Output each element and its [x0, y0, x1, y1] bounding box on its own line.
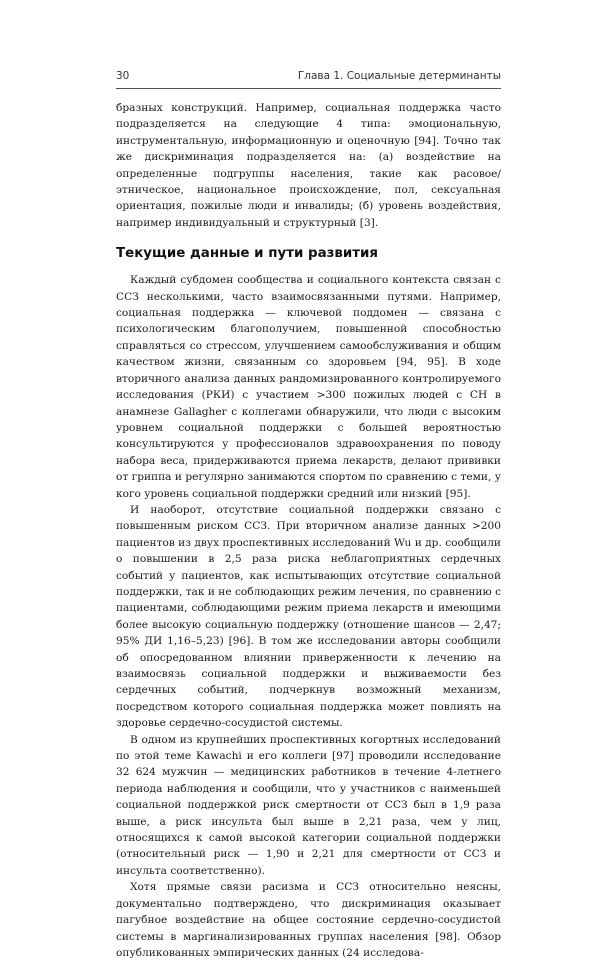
paragraph-4: Хотя прямые связи расизма и ССЗ относительно неясны, документально подтверждено, что дискриминация оказывает пагубное воздействие на общее состояние сердечно-сосудистой системы в маргинализированных группах населения [98]. Обзор опубликованных эмпирических данных (24 исследова- — [116, 881, 501, 959]
paragraph-1: Каждый субдомен сообщества и социального контекста связан с ССЗ несколькими, часто взаимосвязанными путями. Например, социальная поддержка — ключевой поддомен — связана с психологическим благополучием, повышенной способностью справляться со стрессом, улучшением самообслуживания и общим качеством жизни, связанным со здоровьем [94, 95]. В ходе вторичного анализа данных рандомизированного контролируемого исследования (РКИ) с участием >300 пожилых людей с СН в анамнезе Gallagher с коллегами обнаружили, что люди с высоким уровнем социальной поддержки с большей вероятностью консультируются у профессионалов здравоохранения по поводу набора веса, придерживаются приема лекарств, делают прививки от гриппа и регулярно занимаются спортом по сравнению с теми, у кого уровень социальной поддержки средний или низкий [95]. — [116, 274, 501, 500]
section-heading: Текущие данные и пути развития — [116, 246, 379, 262]
chapter-title: Глава 1. Социальные детерминанты — [297, 70, 501, 82]
paragraph-2: И наоборот, отсутствие социальной поддержки связано с повышенным риском ССЗ. При вторичном анализе данных >200 пациентов из двух проспективных исследований Wu и др. сообщили о повышении в 2,5 раза риска неблагоприятных сердечных событий у пациентов, как испытывающих отсутствие социальной поддержки, так и не соблюдающих режим лечения, по сравнению с пациентами, соблюдающими режим приема лекарств и имеющими более высокую социальную поддержку (отношение шансов — 2,47; 95% ДИ 1,16–5,23) [96]. В том же исследовании авторы сообщили об опосредованном влиянии приверженности к лечению на взаимосвязь социальной поддержки и выживаемости без сердечных событий, подчеркнув возможный механизм, посредством которого социальная поддержка может повлиять на здоровье сердечно-сосудистой системы. — [116, 503, 501, 730]
page-body — [116, 100, 501, 961]
running-header — [116, 68, 501, 86]
header-rule — [116, 88, 501, 89]
paragraph-intro-continued: бразных конструкций. Например, социальная поддержка часто подразделяется на следующие 4 типа: эмоциональную, инструментальную, информационную и оценочную [94]. Точно так же дискриминация подразделяется на: (а) воздействие на определенные подгруппы населения, такие как расовое/этническое, национальное происхождение, пол, сексуальная ориентация, пожилые люди и инвалиды; (б) уровень воздействия, например индивидуальный и структурный [3]. — [116, 102, 501, 229]
paragraph-3: В одном из крупнейших проспективных когортных исследований по этой теме Kawachi и его коллеги [97] проводили исследование 32 624 мужчин — медицинских работников в течение 4-летнего периода наблюдения и сообщили, что у участников с наименьшей социальной поддержкой риск смертности от ССЗ был в 1,9 раза выше, а риск инсульта был выше в 2,21 раза, чем у лиц, относящихся к самой высокой категории социальной поддержки (относительный риск — 1,90 и 2,21 для смертности от ССЗ и инсульта соответственно). — [116, 733, 501, 877]
page-number: 30 — [116, 70, 130, 82]
